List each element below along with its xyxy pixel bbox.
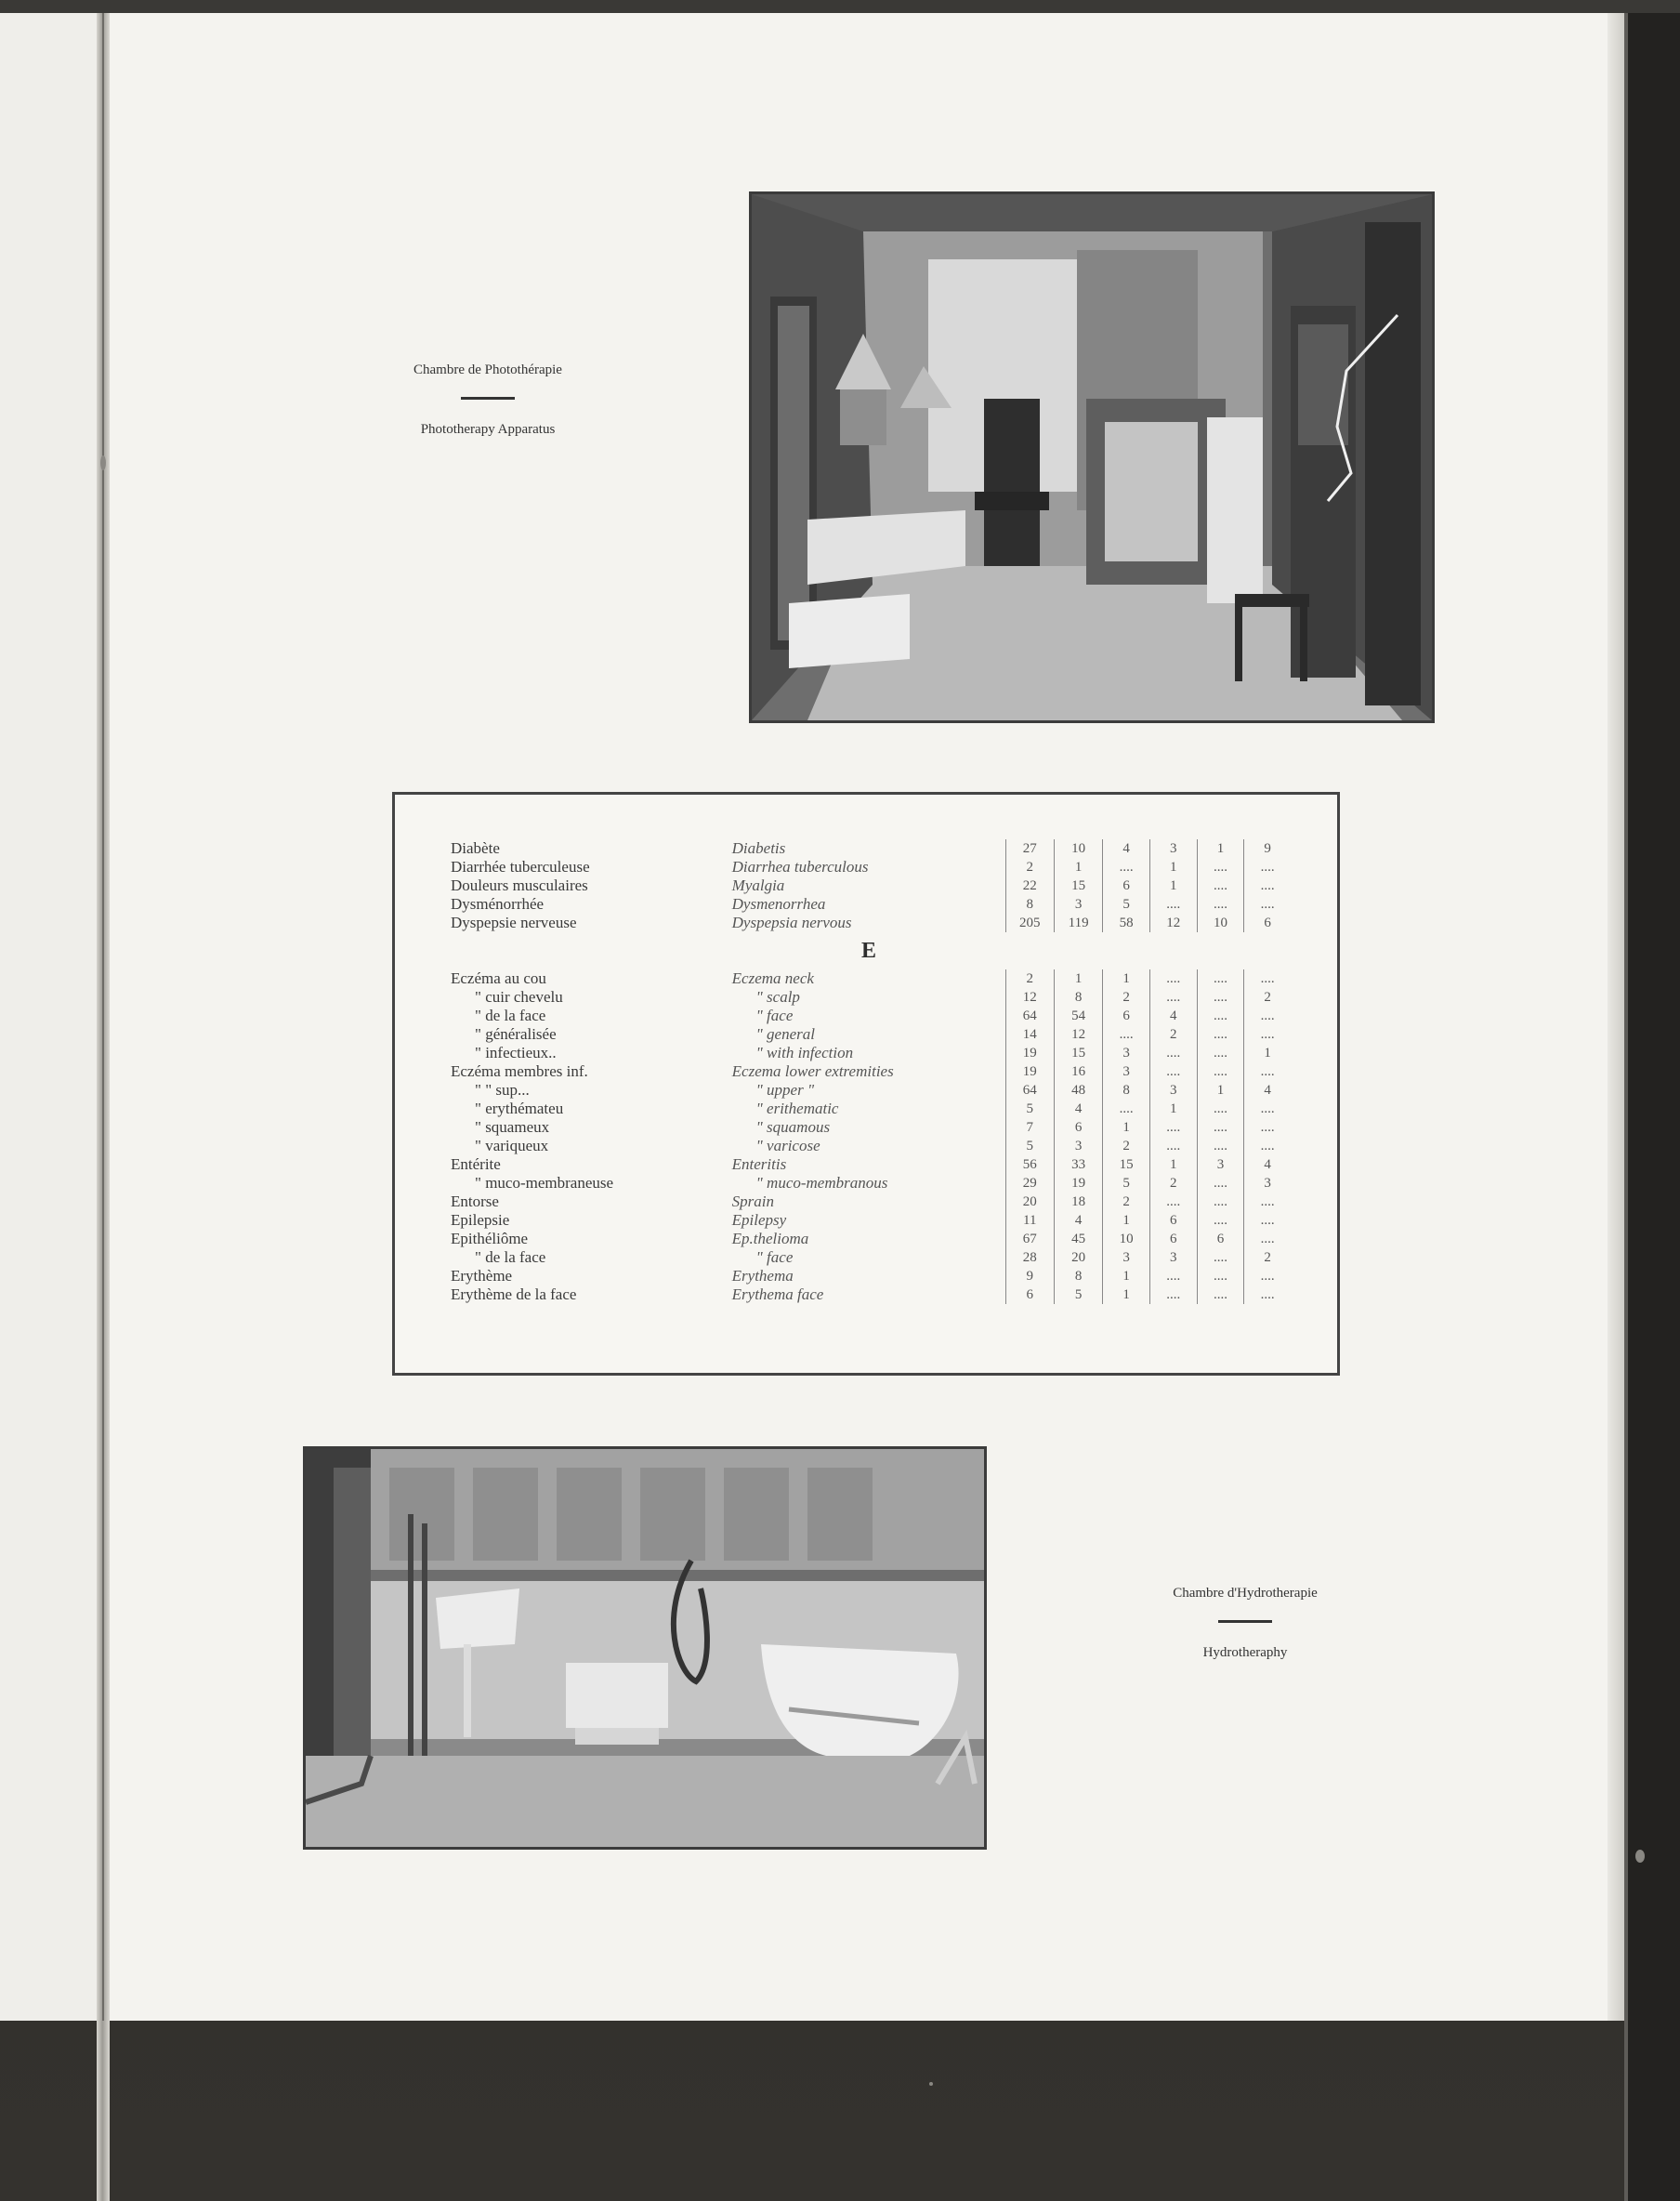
count-cell: 19 xyxy=(1054,1174,1102,1193)
count-cell: .... xyxy=(1149,1118,1197,1137)
english-term: " general xyxy=(755,1025,815,1043)
count-cell: 5 xyxy=(1054,1285,1102,1304)
table-row xyxy=(447,914,1291,932)
table-section-e xyxy=(447,969,1291,1304)
count-cell: .... xyxy=(1244,1100,1291,1118)
count-cell: 5 xyxy=(1103,895,1150,914)
count-cell: .... xyxy=(1197,1044,1244,1062)
french-term: " squameux xyxy=(475,1118,550,1136)
count-cell: 2 xyxy=(1149,1174,1197,1193)
count-cell: 12 xyxy=(1149,914,1197,932)
english-term: Erythema face xyxy=(731,1285,824,1303)
count-cell: .... xyxy=(1197,1174,1244,1193)
french-term: Eczéma au cou xyxy=(451,969,546,987)
english-term: " varicose xyxy=(755,1137,820,1154)
caption-divider xyxy=(1218,1620,1272,1623)
table-row xyxy=(447,1025,1291,1044)
count-cell: 1 xyxy=(1149,876,1197,895)
count-cell: 15 xyxy=(1103,1155,1150,1174)
caption-divider xyxy=(461,397,515,400)
caption-hydrotherapy-fr: Chambre d'Hydrotherapie xyxy=(1173,1586,1318,1601)
count-cell: 3 xyxy=(1149,839,1197,858)
french-term: " muco-membraneuse xyxy=(475,1174,614,1192)
count-cell: 6 xyxy=(1054,1118,1102,1137)
count-cell: 5 xyxy=(1103,1174,1150,1193)
count-cell: .... xyxy=(1197,895,1244,914)
table-row xyxy=(447,1044,1291,1062)
count-cell: .... xyxy=(1244,1285,1291,1304)
count-cell: .... xyxy=(1197,1007,1244,1025)
count-cell: .... xyxy=(1197,1267,1244,1285)
table-section-e-header xyxy=(447,932,1291,969)
english-term: Epilepsy xyxy=(731,1211,787,1229)
phototherapy-room-illustration xyxy=(752,194,1432,720)
count-cell: 27 xyxy=(1005,839,1054,858)
count-cell: 4 xyxy=(1244,1155,1291,1174)
count-cell: 2 xyxy=(1103,1193,1150,1211)
count-cell: 119 xyxy=(1054,914,1102,932)
count-cell: 1 xyxy=(1149,1155,1197,1174)
count-cell: 3 xyxy=(1103,1044,1150,1062)
scan-speck xyxy=(100,455,106,470)
table-row xyxy=(447,1081,1291,1100)
count-cell: 10 xyxy=(1103,1230,1150,1248)
table-row xyxy=(447,1267,1291,1285)
count-cell: 4 xyxy=(1103,839,1150,858)
french-term: " erythémateu xyxy=(475,1100,564,1117)
count-cell: .... xyxy=(1244,1118,1291,1137)
english-term: " scalp xyxy=(755,988,800,1006)
english-term: " with infection xyxy=(755,1044,854,1061)
table-row xyxy=(447,1193,1291,1211)
count-cell: .... xyxy=(1244,858,1291,876)
count-cell: .... xyxy=(1149,1044,1197,1062)
count-cell: .... xyxy=(1244,1267,1291,1285)
french-term: Dysménorrhée xyxy=(451,895,545,913)
count-cell: 2 xyxy=(1103,1137,1150,1155)
table-row xyxy=(447,1285,1291,1304)
count-cell: 20 xyxy=(1005,1193,1054,1211)
french-term: Erythème de la face xyxy=(451,1285,577,1303)
count-cell: .... xyxy=(1197,858,1244,876)
count-cell: 4 xyxy=(1054,1211,1102,1230)
count-cell: .... xyxy=(1103,1100,1150,1118)
table-row xyxy=(447,1248,1291,1267)
count-cell: 33 xyxy=(1054,1155,1102,1174)
count-cell: 1 xyxy=(1103,1267,1150,1285)
count-cell: .... xyxy=(1197,1211,1244,1230)
spine-gutter-line xyxy=(102,13,104,2021)
scan-right-edge xyxy=(1624,13,1680,2201)
table-row xyxy=(447,1007,1291,1025)
count-cell: .... xyxy=(1244,969,1291,988)
table-row xyxy=(447,895,1291,914)
count-cell: 2 xyxy=(1005,858,1054,876)
hydrotherapy-room-illustration xyxy=(306,1449,984,1847)
count-cell: 4 xyxy=(1244,1081,1291,1100)
english-term: Dyspepsia nervous xyxy=(731,914,852,931)
count-cell: 3 xyxy=(1054,1137,1102,1155)
table-row xyxy=(447,1062,1291,1081)
count-cell: 16 xyxy=(1054,1062,1102,1081)
english-term: Myalgia xyxy=(731,876,785,894)
table-row xyxy=(447,1230,1291,1248)
count-cell: 6 xyxy=(1149,1211,1197,1230)
count-cell: .... xyxy=(1244,1007,1291,1025)
count-cell: 8 xyxy=(1005,895,1054,914)
facing-page-edge xyxy=(0,13,97,2021)
count-cell: .... xyxy=(1197,1248,1244,1267)
count-cell: .... xyxy=(1197,1062,1244,1081)
english-term: " muco-membranous xyxy=(755,1174,888,1192)
count-cell: 54 xyxy=(1054,1007,1102,1025)
count-cell: .... xyxy=(1244,1062,1291,1081)
caption-hydrotherapy xyxy=(1115,1586,1375,1661)
count-cell: .... xyxy=(1103,858,1150,876)
count-cell: 3 xyxy=(1149,1248,1197,1267)
count-cell: 8 xyxy=(1054,1267,1102,1285)
english-term: " squamous xyxy=(755,1118,831,1136)
french-term: " variqueux xyxy=(475,1137,549,1154)
count-cell: 1 xyxy=(1149,1100,1197,1118)
count-cell: 29 xyxy=(1005,1174,1054,1193)
count-cell: .... xyxy=(1244,1211,1291,1230)
table-row xyxy=(447,988,1291,1007)
english-term: " face xyxy=(755,1007,794,1024)
count-cell: .... xyxy=(1149,988,1197,1007)
count-cell: 4 xyxy=(1054,1100,1102,1118)
table-row xyxy=(447,1137,1291,1155)
count-cell: 5 xyxy=(1005,1100,1054,1118)
caption-phototherapy-fr: Chambre de Photothérapie xyxy=(413,362,562,377)
table-row xyxy=(447,1211,1291,1230)
count-cell: 2 xyxy=(1149,1025,1197,1044)
table-row xyxy=(447,1174,1291,1193)
count-cell: 2 xyxy=(1103,988,1150,1007)
scan-speck xyxy=(929,2082,933,2086)
count-cell: 15 xyxy=(1054,876,1102,895)
count-cell: 3 xyxy=(1197,1155,1244,1174)
count-cell: 11 xyxy=(1005,1211,1054,1230)
french-term: Douleurs musculaires xyxy=(451,876,588,894)
page-right-shadow xyxy=(1608,13,1624,2021)
count-cell: 14 xyxy=(1005,1025,1054,1044)
count-cell: 12 xyxy=(1005,988,1054,1007)
count-cell: 7 xyxy=(1005,1118,1054,1137)
count-cell: .... xyxy=(1244,876,1291,895)
count-cell: 1 xyxy=(1244,1044,1291,1062)
count-cell: 64 xyxy=(1005,1081,1054,1100)
scan-right-edge-line xyxy=(1624,13,1628,2201)
count-cell: 6 xyxy=(1005,1285,1054,1304)
hydrotherapy-photo xyxy=(303,1446,987,1850)
count-cell: .... xyxy=(1197,1100,1244,1118)
table-row xyxy=(447,969,1291,988)
table-row xyxy=(447,1100,1291,1118)
count-cell: .... xyxy=(1244,1193,1291,1211)
count-cell: .... xyxy=(1244,895,1291,914)
count-cell: .... xyxy=(1197,988,1244,1007)
count-cell: 19 xyxy=(1005,1062,1054,1081)
count-cell: 3 xyxy=(1149,1081,1197,1100)
caption-phototherapy-en: Phototherapy Apparatus xyxy=(420,422,556,437)
english-term: Enteritis xyxy=(731,1155,787,1173)
count-cell: 6 xyxy=(1149,1230,1197,1248)
count-cell: 45 xyxy=(1054,1230,1102,1248)
french-term: Diarrhée tuberculeuse xyxy=(451,858,590,876)
french-term: Entérite xyxy=(451,1155,501,1173)
count-cell: .... xyxy=(1244,1137,1291,1155)
french-term: " " sup... xyxy=(475,1081,530,1099)
count-cell: 1 xyxy=(1197,839,1244,858)
count-cell: 58 xyxy=(1103,914,1150,932)
count-cell: 1 xyxy=(1103,1285,1150,1304)
count-cell: 4 xyxy=(1149,1007,1197,1025)
count-cell: 18 xyxy=(1054,1193,1102,1211)
french-term: Entorse xyxy=(451,1193,499,1210)
french-term: " cuir chevelu xyxy=(475,988,563,1006)
count-cell: 19 xyxy=(1005,1044,1054,1062)
count-cell: 5 xyxy=(1005,1137,1054,1155)
count-cell: 56 xyxy=(1005,1155,1054,1174)
count-cell: 20 xyxy=(1054,1248,1102,1267)
table-row xyxy=(447,858,1291,876)
french-term: " de la face xyxy=(475,1007,546,1024)
caption-phototherapy xyxy=(353,362,623,438)
english-term: Eczema neck xyxy=(731,969,814,987)
count-cell: 1 xyxy=(1103,969,1150,988)
count-cell: 12 xyxy=(1054,1025,1102,1044)
count-cell: 9 xyxy=(1244,839,1291,858)
count-cell: .... xyxy=(1149,1062,1197,1081)
count-cell: 1 xyxy=(1197,1081,1244,1100)
table-row xyxy=(447,876,1291,895)
count-cell: 6 xyxy=(1197,1230,1244,1248)
count-cell: 1 xyxy=(1149,858,1197,876)
count-cell: .... xyxy=(1197,969,1244,988)
table-section-d xyxy=(447,839,1291,932)
disease-statistics-table xyxy=(447,839,1291,1304)
section-letter: E xyxy=(860,939,876,963)
count-cell: .... xyxy=(1197,876,1244,895)
count-cell: .... xyxy=(1149,1267,1197,1285)
french-term: Eczéma membres inf. xyxy=(451,1062,588,1080)
count-cell: 10 xyxy=(1197,914,1244,932)
count-cell: .... xyxy=(1244,1025,1291,1044)
english-term: Sprain xyxy=(731,1193,774,1210)
english-term: Erythema xyxy=(731,1267,794,1285)
french-term: Dyspepsie nerveuse xyxy=(451,914,577,931)
count-cell: 3 xyxy=(1103,1248,1150,1267)
count-cell: 3 xyxy=(1244,1174,1291,1193)
count-cell: 8 xyxy=(1054,988,1102,1007)
section-heading-row xyxy=(447,932,1291,969)
scan-top-edge xyxy=(0,0,1680,13)
french-term: Erythème xyxy=(451,1267,513,1285)
count-cell: 67 xyxy=(1005,1230,1054,1248)
french-term: " généralisée xyxy=(475,1025,557,1043)
count-cell: 6 xyxy=(1103,876,1150,895)
french-term: " infectieux.. xyxy=(475,1044,557,1061)
caption-hydrotherapy-en: Hydrotheraphy xyxy=(1202,1645,1288,1660)
count-cell: 1 xyxy=(1054,969,1102,988)
count-cell: 22 xyxy=(1005,876,1054,895)
count-cell: 1 xyxy=(1103,1211,1150,1230)
english-term: Diabetis xyxy=(731,839,786,857)
count-cell: .... xyxy=(1149,895,1197,914)
phototherapy-photo xyxy=(749,191,1435,723)
count-cell: 2 xyxy=(1244,988,1291,1007)
count-cell: .... xyxy=(1149,1193,1197,1211)
count-cell: .... xyxy=(1197,1137,1244,1155)
count-cell: .... xyxy=(1149,1137,1197,1155)
count-cell: .... xyxy=(1197,1193,1244,1211)
count-cell: 28 xyxy=(1005,1248,1054,1267)
count-cell: 205 xyxy=(1005,914,1054,932)
english-term: " upper " xyxy=(755,1081,815,1099)
count-cell: .... xyxy=(1197,1285,1244,1304)
table-row xyxy=(447,1118,1291,1137)
count-cell: 3 xyxy=(1054,895,1102,914)
count-cell: .... xyxy=(1244,1230,1291,1248)
english-term: Ep.thelioma xyxy=(731,1230,809,1247)
count-cell: 6 xyxy=(1103,1007,1150,1025)
french-term: " de la face xyxy=(475,1248,546,1266)
count-cell: .... xyxy=(1149,969,1197,988)
count-cell: .... xyxy=(1149,1285,1197,1304)
count-cell: 15 xyxy=(1054,1044,1102,1062)
count-cell: 1 xyxy=(1103,1118,1150,1137)
count-cell: .... xyxy=(1103,1025,1150,1044)
count-cell: 3 xyxy=(1103,1062,1150,1081)
table-row xyxy=(447,839,1291,858)
count-cell: 2 xyxy=(1244,1248,1291,1267)
english-term: Diarrhea tuberculous xyxy=(731,858,869,876)
table-row xyxy=(447,1155,1291,1174)
english-term: Dysmenorrhea xyxy=(731,895,826,913)
english-term: Eczema lower extremities xyxy=(731,1062,894,1080)
count-cell: 1 xyxy=(1054,858,1102,876)
french-term: Diabète xyxy=(451,839,500,857)
statistics-table-box xyxy=(392,792,1340,1376)
count-cell: 64 xyxy=(1005,1007,1054,1025)
count-cell: 48 xyxy=(1054,1081,1102,1100)
scan-speck xyxy=(1635,1850,1645,1863)
count-cell: 10 xyxy=(1054,839,1102,858)
count-cell: 6 xyxy=(1244,914,1291,932)
english-term: " erithematic xyxy=(755,1100,839,1117)
english-term: " face xyxy=(755,1248,794,1266)
count-cell: .... xyxy=(1197,1025,1244,1044)
count-cell: .... xyxy=(1197,1118,1244,1137)
french-term: Epilepsie xyxy=(451,1211,510,1229)
french-term: Epithéliôme xyxy=(451,1230,529,1247)
count-cell: 8 xyxy=(1103,1081,1150,1100)
count-cell: 9 xyxy=(1005,1267,1054,1285)
count-cell: 2 xyxy=(1005,969,1054,988)
